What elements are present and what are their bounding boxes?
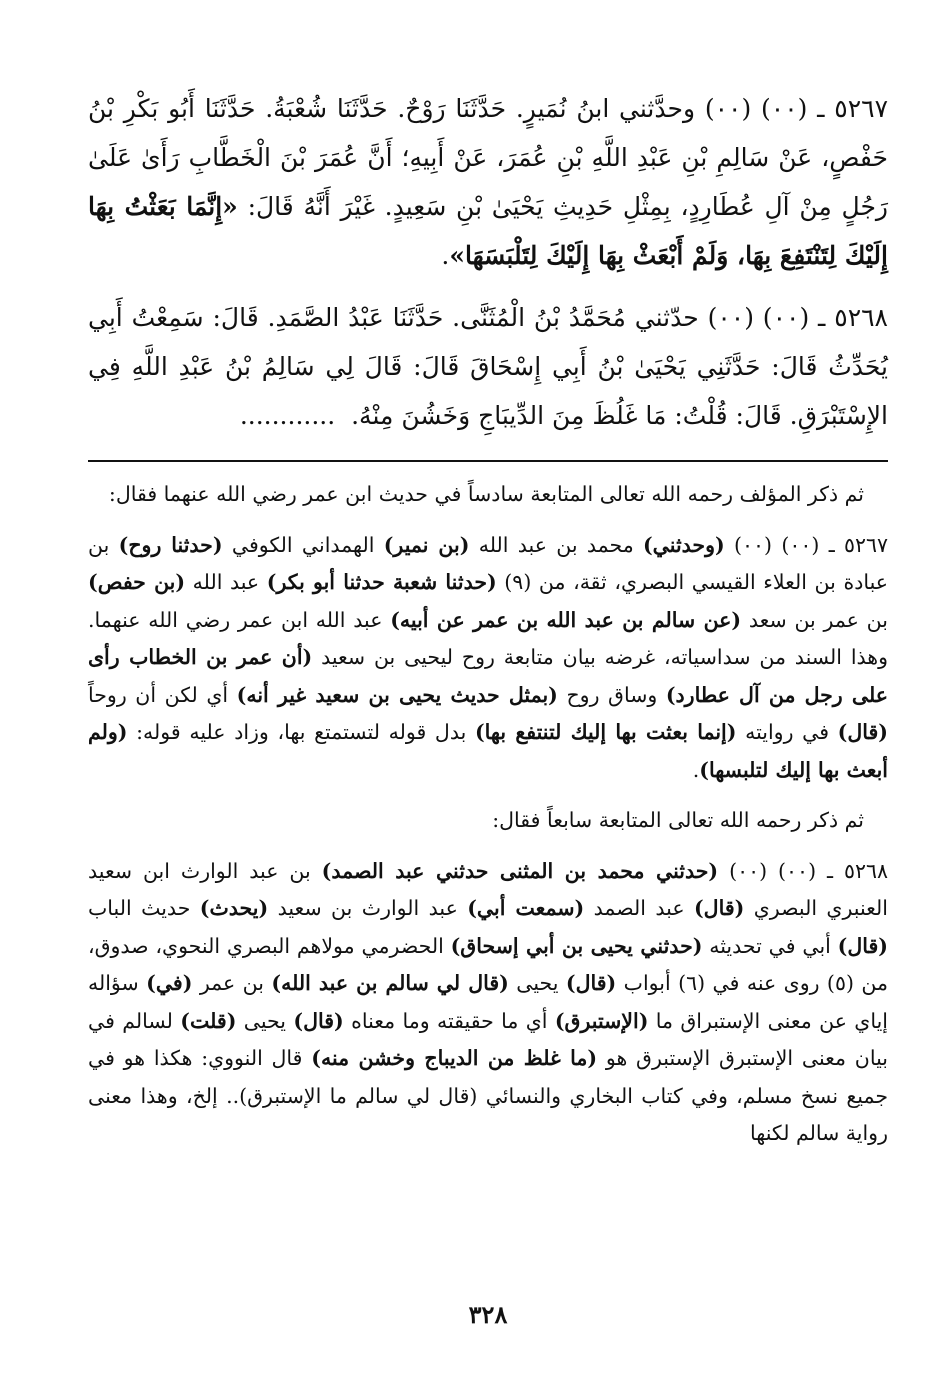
commentary-bold-run: (قال) — [693, 896, 745, 920]
commentary-run: ٥٢٦٨ ـ (٠٠) (٠٠) — [718, 858, 888, 883]
commentary-run: بن عبد الوارث ابن سعيد العنبري البصري — [88, 858, 888, 920]
commentary-run: ٥٢٦٧ ـ (٠٠) (٠٠) — [724, 532, 889, 557]
commentary-run: عبد الله — [185, 570, 267, 594]
commentary-run: محمد بن عبد الله — [469, 532, 643, 557]
commentary-bold-run: (حدثنا شعبة حدثنا أبو بكر) — [266, 570, 497, 594]
commentary-5268 — [88, 853, 888, 1153]
commentary-run: عبد الوارث بن سعيد — [268, 896, 468, 920]
commentary-bold-run: (يحدث) — [199, 896, 269, 920]
page-number: ٣٢٨ — [468, 1300, 508, 1329]
footnote-divider — [88, 460, 888, 462]
hadith-quote: «إِنَّمَا بَعَثْتُ بِهَا إِلَيْكَ لِتَنْتَفِعَ بِهَا، وَلَمْ أَبْعَثْ بِهَا إِلَيْكَ لِتَلْبَسَهَا» — [88, 192, 888, 270]
commentary-run: في روايته — [736, 720, 838, 744]
commentary-bold-run: (بن نمير) — [383, 532, 470, 557]
commentary-bold-run: (وحدثني) — [642, 532, 725, 557]
commentary-bold-run: (بن حفص) — [88, 570, 186, 594]
commentary-bold-run: (قال لي سالم بن عبد الله) — [271, 971, 509, 995]
commentary-intro-2: ثم ذكر رحمه الله تعالى المتابعة سابعاً فقال: — [492, 808, 864, 832]
commentary-bold-run: (قال) — [565, 971, 617, 995]
commentary-run: عبد الله ابن عمر رضي الله عنهما. وهذا السند من سداسياته، غرضه بيان متابعة روح ليحيى بن سعيد — [88, 607, 889, 669]
hadith-main-text — [88, 84, 888, 440]
commentary-bold-run: (قال) — [837, 720, 889, 744]
commentary-run: الحضرمي مولاهم البصري النحوي، صدوق، من (٥) روى عنه في (٦) أبواب — [88, 933, 888, 995]
commentary-5267 — [88, 527, 888, 790]
commentary-bold-run: (حدثني محمد بن المثنى حدثني عبد الصمد) — [321, 858, 719, 883]
commentary-run: أي ما حقيقته وما معناه — [343, 1008, 555, 1033]
commentary-bold-run: (في) — [146, 971, 193, 995]
commentary-bold-run: (ما غلظ من الديباج وخشن منه) — [311, 1046, 598, 1070]
commentary-run: . — [692, 757, 700, 782]
commentary-run: بن عمر — [192, 971, 272, 995]
commentary-bold-run: (قلت) — [180, 1008, 237, 1033]
commentary-run: أي لكن أن روحاً — [88, 682, 237, 707]
commentary-bold-run: (أن عمر بن الخطاب رأى على رجل من آل عطارد) — [88, 645, 888, 707]
commentary-bold-run: (قال) — [837, 933, 889, 958]
commentary-section — [88, 476, 888, 1153]
document-page — [88, 84, 888, 1354]
commentary-run: بن عمر بن سعد — [741, 607, 888, 632]
commentary-bold-run: (سمعت أبي) — [467, 896, 585, 920]
commentary-intro-1: ثم ذكر المؤلف رحمه الله تعالى المتابعة سادساً في حديث ابن عمر رضي الله عنهما فقال: — [108, 482, 864, 506]
hadith-number: ٥٢٦٧ ـ (٠٠) (٠٠) — [704, 94, 888, 123]
commentary-bold-run: (حدثنا روح) — [118, 532, 223, 557]
continuation-dots: ............ — [239, 401, 336, 430]
commentary-bold-run: (الإستبرق) — [554, 1008, 649, 1033]
commentary-run: حديث الباب — [88, 896, 200, 920]
commentary-run: قال النووي: هكذا هو في جميع نسخ مسلم، وفي كتاب البخاري والنسائي (قال لي سالم ما الإستبرق).. إلخ، وهذا معنى رواية سالم لكنها — [88, 1046, 888, 1145]
commentary-bold-run: (عن سالم بن عبد الله بن عمر عن أبيه) — [390, 607, 742, 632]
hadith-5267 — [88, 84, 888, 280]
commentary-bold-run: (قال) — [293, 1008, 344, 1033]
commentary-bold-run: (حدثني يحيى بن أبي إسحاق) — [450, 933, 703, 958]
commentary-run: لسالم في بيان معنى الإستبرق الإستبرق هو — [88, 1008, 888, 1070]
hadith-number: ٥٢٦٨ ـ (٠٠) (٠٠) — [707, 303, 888, 332]
commentary-run: يحيى — [508, 971, 566, 995]
commentary-run: وساق روح — [557, 682, 666, 707]
commentary-run: الهمداني الكوفي — [222, 532, 384, 557]
commentary-run: يحيى — [236, 1008, 294, 1033]
hadith-chain: حدّثني مُحَمَّدُ بْنُ الْمُثَنَّى. حَدَّثَنَا عَبْدُ الصَّمَدِ. قَالَ: سَمِعْتُ أَبِي يُحَدِّثُ قَالَ: حَدَّثَنِي يَحْيَىٰ بْنُ أَبِي إِسْحَاقَ قَالَ: قَالَ لِي سَالِمُ بْنُ عَبْدِ اللَّهِ فِي الإِسْتَبْرَقِ. قَالَ: قُلْتُ: مَا غَلُظَ مِنَ الدِّيبَاجِ وَخَشُنَ مِنْهُ. — [88, 303, 888, 430]
commentary-run: أبي في تحديثه — [702, 933, 838, 958]
commentary-run: بدل قوله لتستمتع بها، وزاد عليه قوله: — [127, 720, 475, 744]
commentary-run: بن عبادة بن العلاء القيسي البصري، ثقة، من (٩) — [88, 532, 888, 594]
commentary-bold-run: (ولم أبعث بها إليك لتلبسها) — [88, 720, 888, 782]
commentary-bold-run: (إنما بعثت بها إليك لتنتفع بها) — [474, 720, 737, 744]
commentary-run: عبد الصمد — [584, 896, 694, 920]
commentary-run: سؤاله إياي عن معنى الإستبراق ما — [88, 971, 888, 1033]
hadith-5268 — [88, 293, 888, 440]
commentary-bold-run: (بمثل حديث يحيى بن سعيد غير أنه) — [236, 682, 558, 707]
hadith-chain: وحدَّثني ابنُ نُمَيرٍ. حَدَّثَنَا رَوْحٌ. حَدَّثَنَا شُعْبَةُ. حَدَّثَنَا أَبُو بَكْرِ بْنُ حَفْصٍ، عَنْ سَالِمِ بْنِ عَبْدِ اللَّهِ بْنِ عُمَرَ، عَنْ أَبِيهِ؛ أَنَّ عُمَرَ بْنَ الْخَطَّابِ رَأَىٰ عَلَىٰ رَجُلٍ مِنْ آلِ عُطَارِدٍ، بِمِثْلِ حَدِيثِ يَحْيَىٰ بْنِ سَعِيدٍ. غَيْرَ أَنَّهُ قَالَ: — [88, 94, 888, 221]
hadith-end-mark: . — [441, 241, 450, 270]
